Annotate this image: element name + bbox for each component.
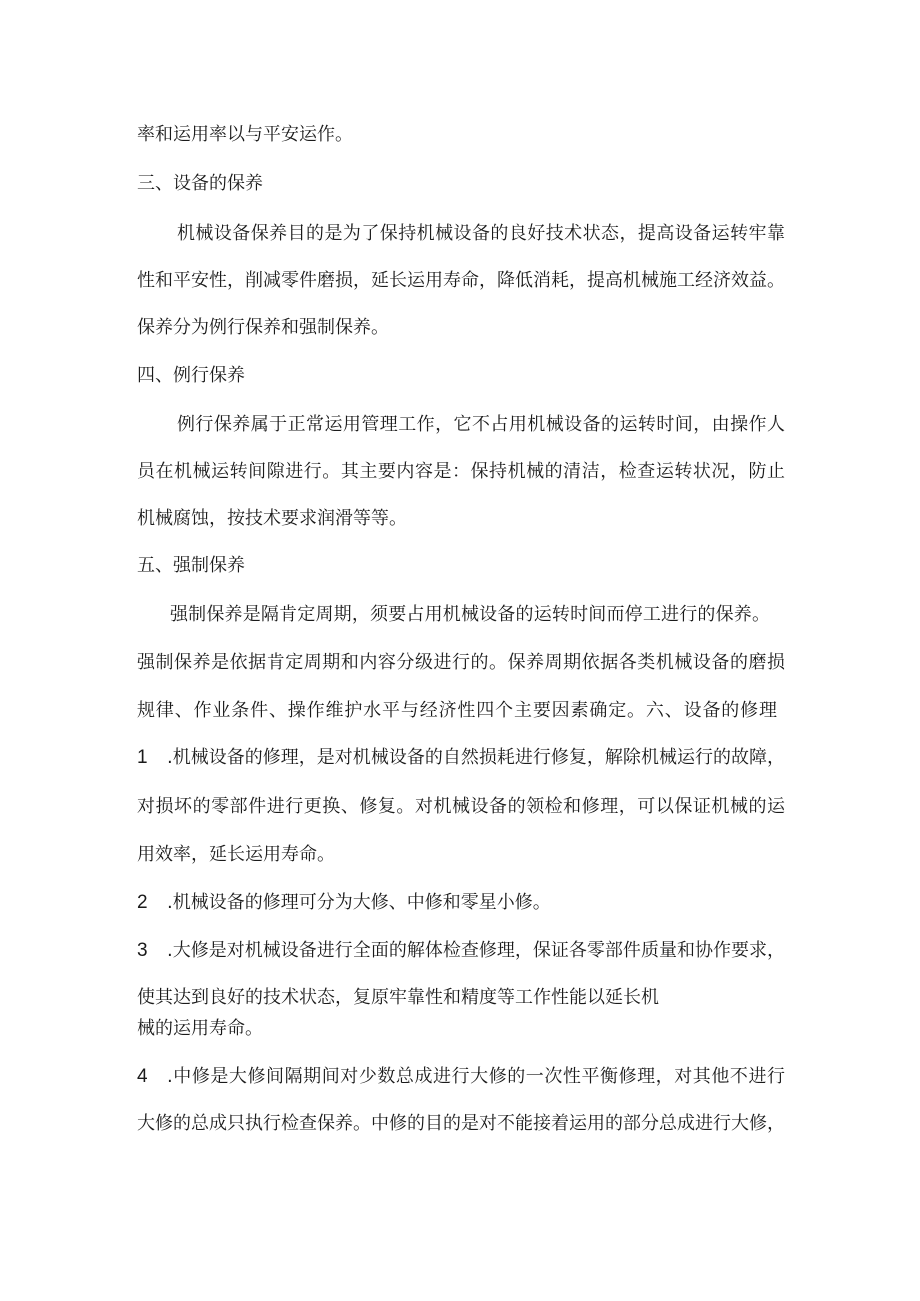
item-number: 3 bbox=[137, 940, 148, 961]
paragraph-line: 强制保养是隔肯定周期，须要占用机械设备的运转时间而停工进行的保养。 bbox=[170, 604, 770, 625]
paragraph-line: 率和运用率以与平安运作。 bbox=[137, 124, 353, 145]
section-heading: 三、设备的保养 bbox=[137, 173, 263, 194]
numbered-item bbox=[137, 891, 551, 915]
paragraph-line: .机械设备的修理可分为大修、中修和零星小修。 bbox=[167, 892, 551, 913]
paragraph-line: .机械设备的修理，是对机械设备的自然损耗进行修复，解除机械运行的故障， bbox=[167, 747, 785, 768]
section-heading: 四、例行保养 bbox=[137, 365, 245, 386]
paragraph-line: 性和平安性，削减零件磨损，延长运用寿命，降低消耗，提高机械施工经济效益。 bbox=[137, 270, 785, 291]
paragraph-line: 用效率，延长运用寿命。 bbox=[137, 844, 335, 865]
item-number: 4 bbox=[137, 1066, 148, 1087]
paragraph-line: 大修的总成只执行检查保养。中修的目的是对不能接着运用的部分总成进行大修， bbox=[137, 1113, 785, 1134]
paragraph-line: 员在机械运转间隙进行。其主要内容是：保持机械的清洁，检查运转状况，防止 bbox=[137, 461, 785, 482]
paragraph-line: 使其达到良好的技术状态，复原牢靠性和精度等工作性能以延长机 bbox=[137, 987, 659, 1008]
paragraph-line: 规律、作业条件、操作维护水平与经济性四个主要因素确定。六、设备的修理 bbox=[137, 700, 777, 721]
paragraph-line: .大修是对机械设备进行全面的解体检查修理，保证各零部件质量和协作要求， bbox=[167, 940, 785, 961]
numbered-item bbox=[137, 746, 785, 770]
paragraph-line: 例行保养属于正常运用管理工作，它不占用机械设备的运转时间，由操作人 bbox=[177, 414, 785, 435]
paragraph-line: 械的运用寿命。 bbox=[137, 1018, 263, 1039]
section-heading: 五、强制保养 bbox=[137, 555, 245, 576]
paragraph-line: .中修是大修间隔期间对少数总成进行大修的一次性平衡修理，对其他不进行 bbox=[167, 1066, 785, 1087]
paragraph-line: 机械设备保养目的是为了保持机械设备的良好技术状态，提高设备运转牢靠 bbox=[177, 223, 785, 244]
paragraph-line: 保养分为例行保养和强制保养。 bbox=[137, 317, 389, 338]
numbered-item bbox=[137, 939, 785, 963]
paragraph-line: 机械腐蚀，按技术要求润滑等等。 bbox=[137, 508, 407, 529]
item-number: 1 bbox=[137, 747, 148, 768]
item-number: 2 bbox=[137, 892, 148, 913]
paragraph-line: 强制保养是依据肯定周期和内容分级进行的。保养周期依据各类机械设备的磨损 bbox=[137, 652, 785, 673]
paragraph-line: 对损坏的零部件进行更换、修复。对机械设备的领检和修理，可以保证机械的运 bbox=[137, 796, 785, 817]
numbered-item bbox=[137, 1065, 785, 1089]
